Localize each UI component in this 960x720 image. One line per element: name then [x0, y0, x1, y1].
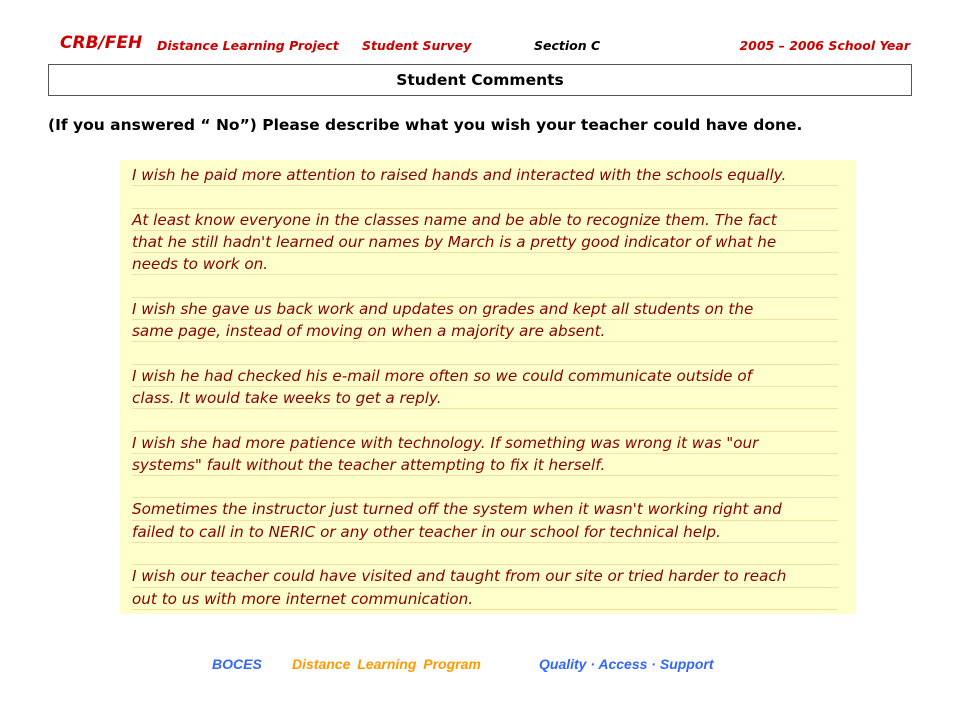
comment-line: I wish he had checked his e-mail more often so we could communicate outside of [132, 365, 838, 387]
page-header [60, 34, 910, 56]
comment-line [132, 409, 838, 431]
comment-line [132, 476, 838, 498]
header-project: Distance Learning Project [157, 38, 339, 53]
comment-line: systems" fault without the teacher attempting to fix it herself. [132, 454, 838, 476]
comment-line [132, 275, 838, 297]
comment-line [132, 186, 838, 208]
section-title: Student Comments [48, 64, 912, 96]
footer-program: Distance Learning Program [292, 656, 481, 672]
comment-line [132, 543, 838, 565]
header-survey: Student Survey [362, 38, 472, 53]
footer-boces: BOCES [212, 656, 262, 672]
comment-line: I wish our teacher could have visited and taught from our site or tried harder to reach [132, 565, 838, 587]
comment-line: that he still hadn't learned our names by March is a pretty good indicator of what he [132, 231, 838, 253]
comment-lines [132, 164, 838, 610]
comment-line: out to us with more internet communication. [132, 588, 838, 610]
comment-line: class. It would take weeks to get a reply. [132, 387, 838, 409]
footer-tagline: Quality · Access · Support [539, 656, 714, 672]
comments-panel [120, 160, 856, 614]
comment-line: I wish he paid more attention to raised hands and interacted with the schools equally. [132, 164, 838, 186]
header-section: Section C [534, 38, 601, 53]
question-text: (If you answered “ No”) Please describe what you wish your teacher could have done. [48, 116, 803, 134]
header-brand: CRB/FEH [60, 33, 143, 53]
comment-line: I wish she had more patience with technology. If something was wrong it was "our [132, 432, 838, 454]
comment-line: needs to work on. [132, 253, 838, 275]
header-year: 2005 – 2006 School Year [739, 38, 910, 53]
comment-line: I wish she gave us back work and updates on grades and kept all students on the [132, 298, 838, 320]
comment-line [132, 342, 838, 364]
comment-line: At least know everyone in the classes name and be able to recognize them. The fact [132, 209, 838, 231]
page-footer [0, 656, 960, 674]
comment-line: Sometimes the instructor just turned off the system when it wasn't working right and [132, 498, 838, 520]
comment-line: same page, instead of moving on when a majority are absent. [132, 320, 838, 342]
comment-line: failed to call in to NERIC or any other teacher in our school for technical help. [132, 521, 838, 543]
